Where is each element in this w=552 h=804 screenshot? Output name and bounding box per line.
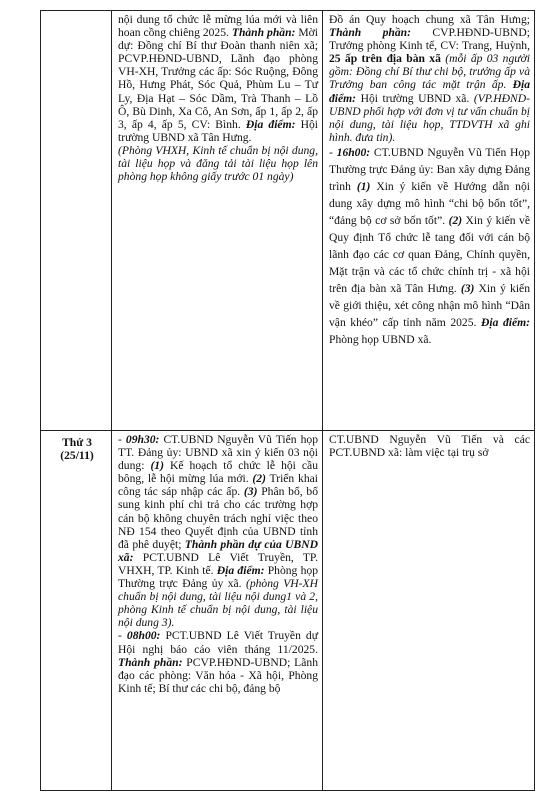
participants-label: Thành phần: — [118, 655, 183, 669]
entry-text: Kế hoạch tổ chức lễ hội cầu bông, lễ hội mừng lúa mới. — [118, 459, 318, 486]
day-cell — [41, 11, 112, 431]
highlight-text: 25 ấp trên địa bàn xã — [329, 52, 441, 66]
participants-label: Thành phần dự của UBND xã: — [118, 537, 318, 564]
location-label: Địa điểm: — [245, 117, 296, 131]
entry-text: PCT.UBND Lê Viết Truyền, TP. VHXH, TP. Kinh tế. — [118, 550, 318, 577]
location-label: Địa điểm: — [329, 78, 530, 105]
italic-note: (VP.HĐND-UBND phối hợp với đơn vị tư vấn chuẩn bị nội dung, tài liệu họp, TTDVTH xã ghi hình. đưa tin). — [329, 91, 530, 144]
afternoon-cell — [323, 431, 535, 791]
item-number: (3) — [243, 485, 258, 499]
entry-text: Phân bổ, bổ sung kinh phí chi trả cho các trường hợp cán bộ không chuyên trách nghỉ việc theo NĐ 154 theo Quyết định của UBND tỉnh đã phê duyệt; — [118, 485, 319, 551]
item-number: (1) — [150, 459, 164, 473]
afternoon-entry: CT.UBND Nguyễn Vũ Tiến và các PCT.UBND xã: làm việc tại trụ sở — [329, 433, 530, 460]
entry-dash: - — [118, 629, 127, 643]
entry-text: PCVP.HĐND-UBND; Lãnh đạo các phòng: Văn hóa - Xã hội, Phòng Kinh tế; Bí thư các chi bộ, đảng bộ — [118, 655, 318, 695]
entry-text: Phòng họp UBND xã. — [329, 332, 432, 346]
entry-time: 08h00: — [126, 629, 161, 643]
entry-text: nội dung tổ chức lễ mừng lúa mới và liên hoan cồng chiêng 2025. — [118, 13, 318, 40]
schedule-table — [40, 10, 535, 791]
italic-note: (mỗi ấp 03 người gồm: Đồng chí Bí thư chi bộ, trưởng ấp và Trưởng ban công tác mặt trận ấp. — [329, 52, 531, 92]
participants-label: Thành phần: — [231, 26, 296, 40]
item-number: (2) — [448, 213, 463, 227]
date-label: (25/11) — [60, 449, 94, 463]
item-number: (2) — [252, 472, 266, 486]
item-number: (1) — [356, 179, 371, 193]
morning-cell — [112, 431, 323, 791]
location-label: Địa điểm: — [481, 315, 530, 329]
morning-cell — [112, 11, 323, 431]
afternoon-entry — [329, 144, 530, 348]
day-cell — [41, 431, 112, 791]
day-label: Thứ 3 — [62, 436, 92, 449]
entry-text: Xin ý kiến về Quy định Tổ chức lễ tang đối với cán bộ lãnh đạo các cơ quan Đảng, Chính quyền, Mặt trận và các tổ chức chính trị - xã hội trên địa bàn xã Tân Hưng. — [329, 213, 531, 295]
entry-time: 16h00: — [336, 145, 371, 159]
participants-label: Thành phần: — [329, 26, 411, 40]
morning-entry — [118, 629, 318, 694]
item-number: (3) — [460, 281, 475, 295]
morning-entry — [118, 13, 318, 144]
entry-text: Phòng họp Thường trực Đảng ủy xã. — [118, 563, 318, 591]
entry-text: Xin ý kiến về giới thiệu, xét công nhận mô hình “Dân vận khéo” cấp tỉnh năm 2025. — [329, 281, 530, 329]
afternoon-entry — [329, 13, 530, 144]
entry-text: Xin ý kiến về Hướng dẫn nội dung xây dựng mô hình “chi bộ bốn tốt”, “đảng bộ cơ sở bốn tốt”. — [329, 179, 530, 227]
preparation-note: (Phòng VHXH, Kinh tế chuẩn bị nội dung, tài liệu họp và đăng tải tài liệu họp lên phòng họp không giấy trước 01 ngày) — [118, 143, 318, 184]
entry-text: PCT.UBND Lê Viết Truyền dự Hội nghị báo cáo viên tháng 11/2025. — [118, 629, 318, 656]
entry-text: CT.UBND Nguyễn Vũ Tiến họp TT. Đảng ủy: UBND xã xin ý kiến 03 nội dung: — [118, 433, 318, 473]
entry-text: Hội trường UBND xã Tân Hưng. — [118, 117, 318, 144]
entry-text: CT.UBND Nguyễn Vũ Tiến Họp Thường trực Đảng ủy: Ban xây dựng Đảng trình — [329, 145, 530, 193]
entry-dash: - — [118, 433, 126, 446]
table-row — [41, 431, 535, 791]
table-row — [41, 11, 535, 431]
location-label: Địa điểm: — [216, 563, 265, 577]
entry-text: Hội trường UBND xã. — [356, 91, 474, 105]
entry-text: Triển khai công tác sáp nhập các ấp. — [118, 472, 318, 499]
morning-entry — [118, 433, 318, 629]
entry-time: 09h30: — [125, 433, 160, 446]
afternoon-cell — [323, 11, 535, 431]
entry-text: CVP.HĐND-UBND; Trưởng phòng Kinh tế, CV: Trang, Huỳnh, — [329, 26, 530, 53]
entry-text: Đồ án Quy hoạch chung xã Tân Hưng; — [329, 13, 530, 26]
italic-note: (phòng VH-XH chuẩn bị nội dung, tài liệu nội dung1 và 2, phòng Kinh tế chuẩn bị nội dung, tài liệu nội dung 3). — [118, 577, 318, 630]
entry-dash: - — [329, 145, 337, 159]
entry-text: Mời dự: Đồng chí Bí thư Đoàn thanh niên xã; PCVP.HĐND-UBND, Lãnh đạo phòng VH-XH, Trưởng các ấp: Sóc Ruộng, Đông Hồ, Hưng Phát, Sóc Quả, Phùm Lu – Tư Ly, Địa Hạt – Sóc Dầm, Trà Thanh – Lồ Ô, Bù Dinh, Xa Cô, An Sơn, ấp 1, ấp 2, ấp 3, ấp 4, ấp 5, CV: Bình. — [118, 26, 318, 131]
